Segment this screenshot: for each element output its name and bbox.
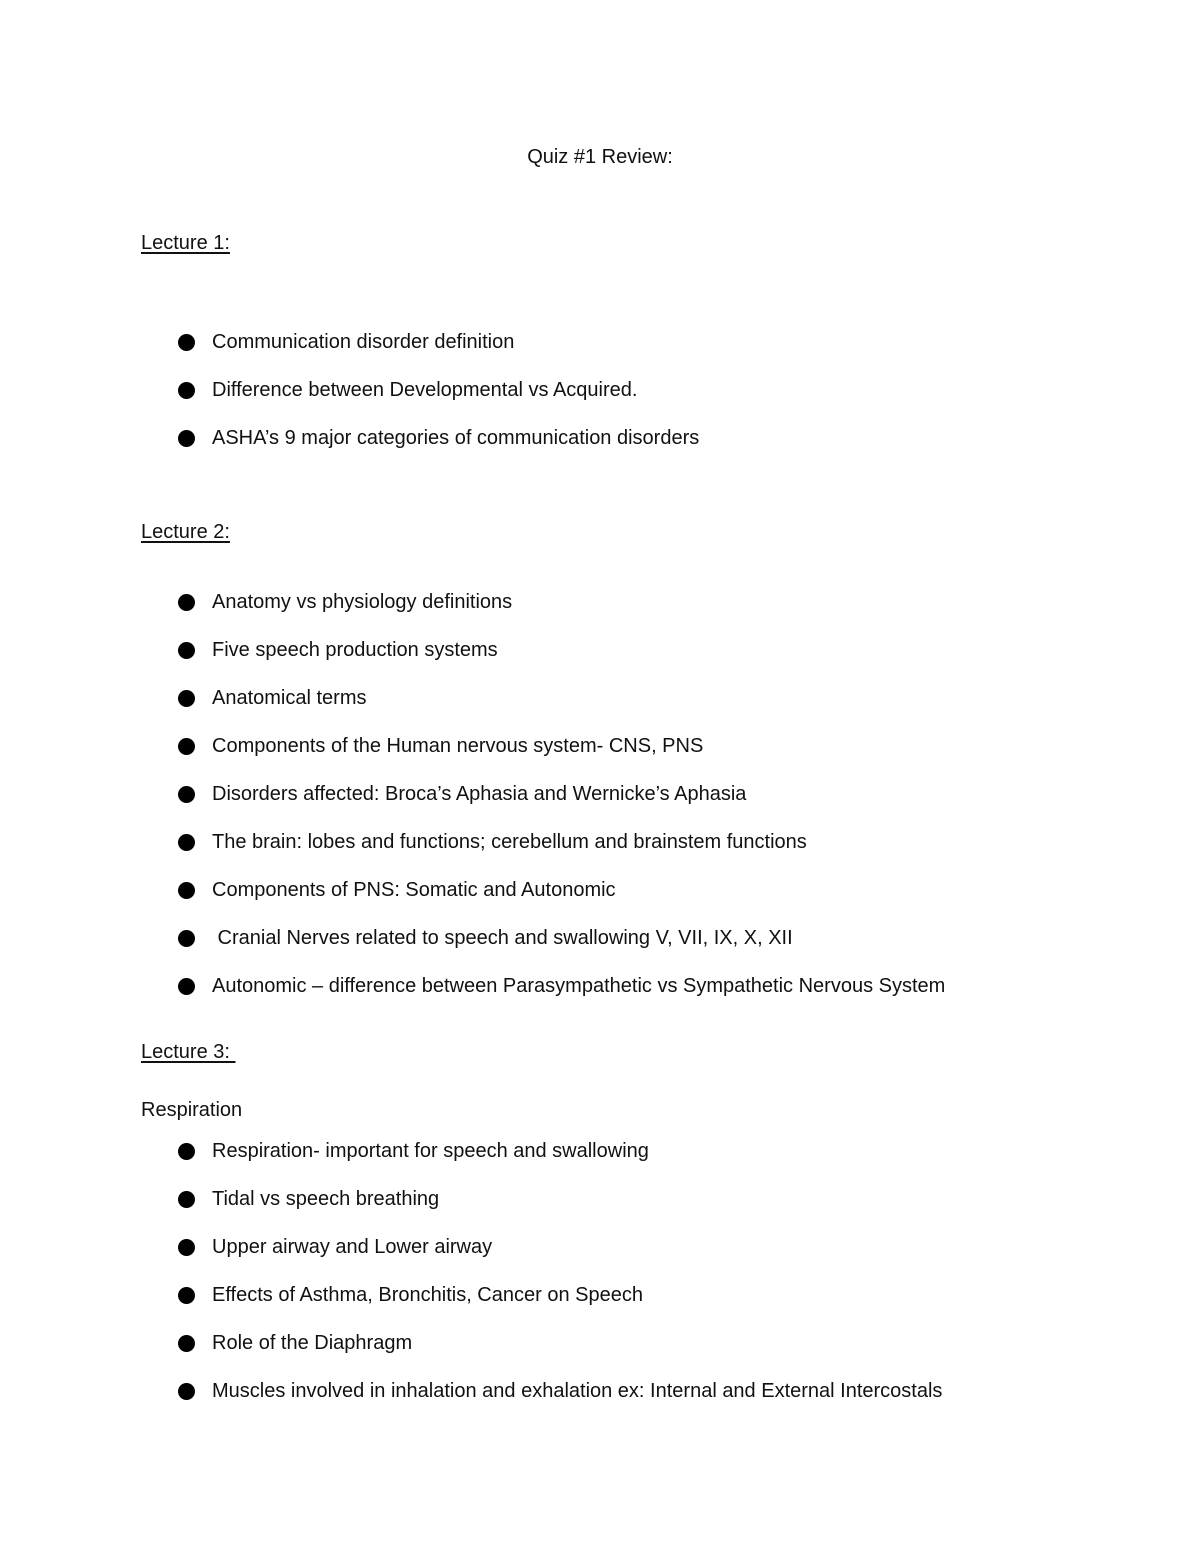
list-item [0,1329,942,1377]
list-item [0,1281,942,1329]
bullet-icon [178,882,195,899]
list-item [0,588,945,636]
list-item [0,732,945,780]
lecture-1-heading: Lecture 1: [141,232,230,254]
bullet-icon [178,690,195,707]
list-item [0,1377,942,1425]
list-item [0,828,945,876]
list-item-text: Components of the Human nervous system- CNS, PNS [212,735,704,757]
list-item [0,1233,942,1281]
list-item-text: Difference between Developmental vs Acquired. [212,379,638,401]
bullet-icon [178,1287,195,1304]
bullet-icon [178,1335,195,1352]
list-item [0,780,945,828]
list-item [0,876,945,924]
lecture-1-list [0,328,699,472]
lecture-3-heading: Lecture 3: [141,1041,236,1063]
list-item-text: Communication disorder definition [212,331,515,353]
list-item [0,424,699,472]
bullet-icon [178,978,195,995]
list-item [0,376,699,424]
lecture-2-heading: Lecture 2: [141,521,230,543]
bullet-icon [178,834,195,851]
lecture-2-list [0,588,945,1020]
list-item-text: Anatomy vs physiology definitions [212,591,513,613]
list-item-text: Role of the Diaphragm [212,1332,413,1354]
list-item-text: Anatomical terms [212,687,367,709]
list-item-text: The brain: lobes and functions; cerebellum and brainstem functions [212,831,807,853]
list-item [0,636,945,684]
bullet-icon [178,1143,195,1160]
list-item-text: Components of PNS: Somatic and Autonomic [212,879,616,901]
list-item-text: Autonomic – difference between Parasympathetic vs Sympathetic Nervous System [212,975,946,997]
bullet-icon [178,786,195,803]
list-item [0,1137,942,1185]
bullet-icon [178,382,195,399]
bullet-icon [178,1239,195,1256]
list-item-text: Five speech production systems [212,639,498,661]
bullet-icon [178,642,195,659]
list-item [0,924,945,972]
list-item [0,684,945,732]
list-item-text: Upper airway and Lower airway [212,1236,493,1258]
list-item-text: ASHA’s 9 major categories of communication disorders [212,427,700,449]
lecture-3-list [0,1137,942,1425]
list-item-text: Muscles involved in inhalation and exhalation ex: Internal and External Intercostals [212,1380,943,1402]
page-title: Quiz #1 Review: [527,146,673,168]
list-item [0,972,945,1020]
list-item-text: Effects of Asthma, Bronchitis, Cancer on Speech [212,1284,643,1306]
list-item-text: Disorders affected: Broca’s Aphasia and Wernicke’s Aphasia [212,783,747,805]
list-item-text: Tidal vs speech breathing [212,1188,440,1210]
list-item-text: Respiration- important for speech and swallowing [212,1140,649,1162]
respiration-subheading: Respiration [141,1099,243,1121]
bullet-icon [178,430,195,447]
list-item-text: Cranial Nerves related to speech and swallowing V, VII, IX, X, XII [212,927,793,949]
bullet-icon [178,1383,195,1400]
list-item [0,328,699,376]
bullet-icon [178,334,195,351]
bullet-icon [178,738,195,755]
bullet-icon [178,1191,195,1208]
list-item [0,1185,942,1233]
bullet-icon [178,594,195,611]
bullet-icon [178,930,195,947]
